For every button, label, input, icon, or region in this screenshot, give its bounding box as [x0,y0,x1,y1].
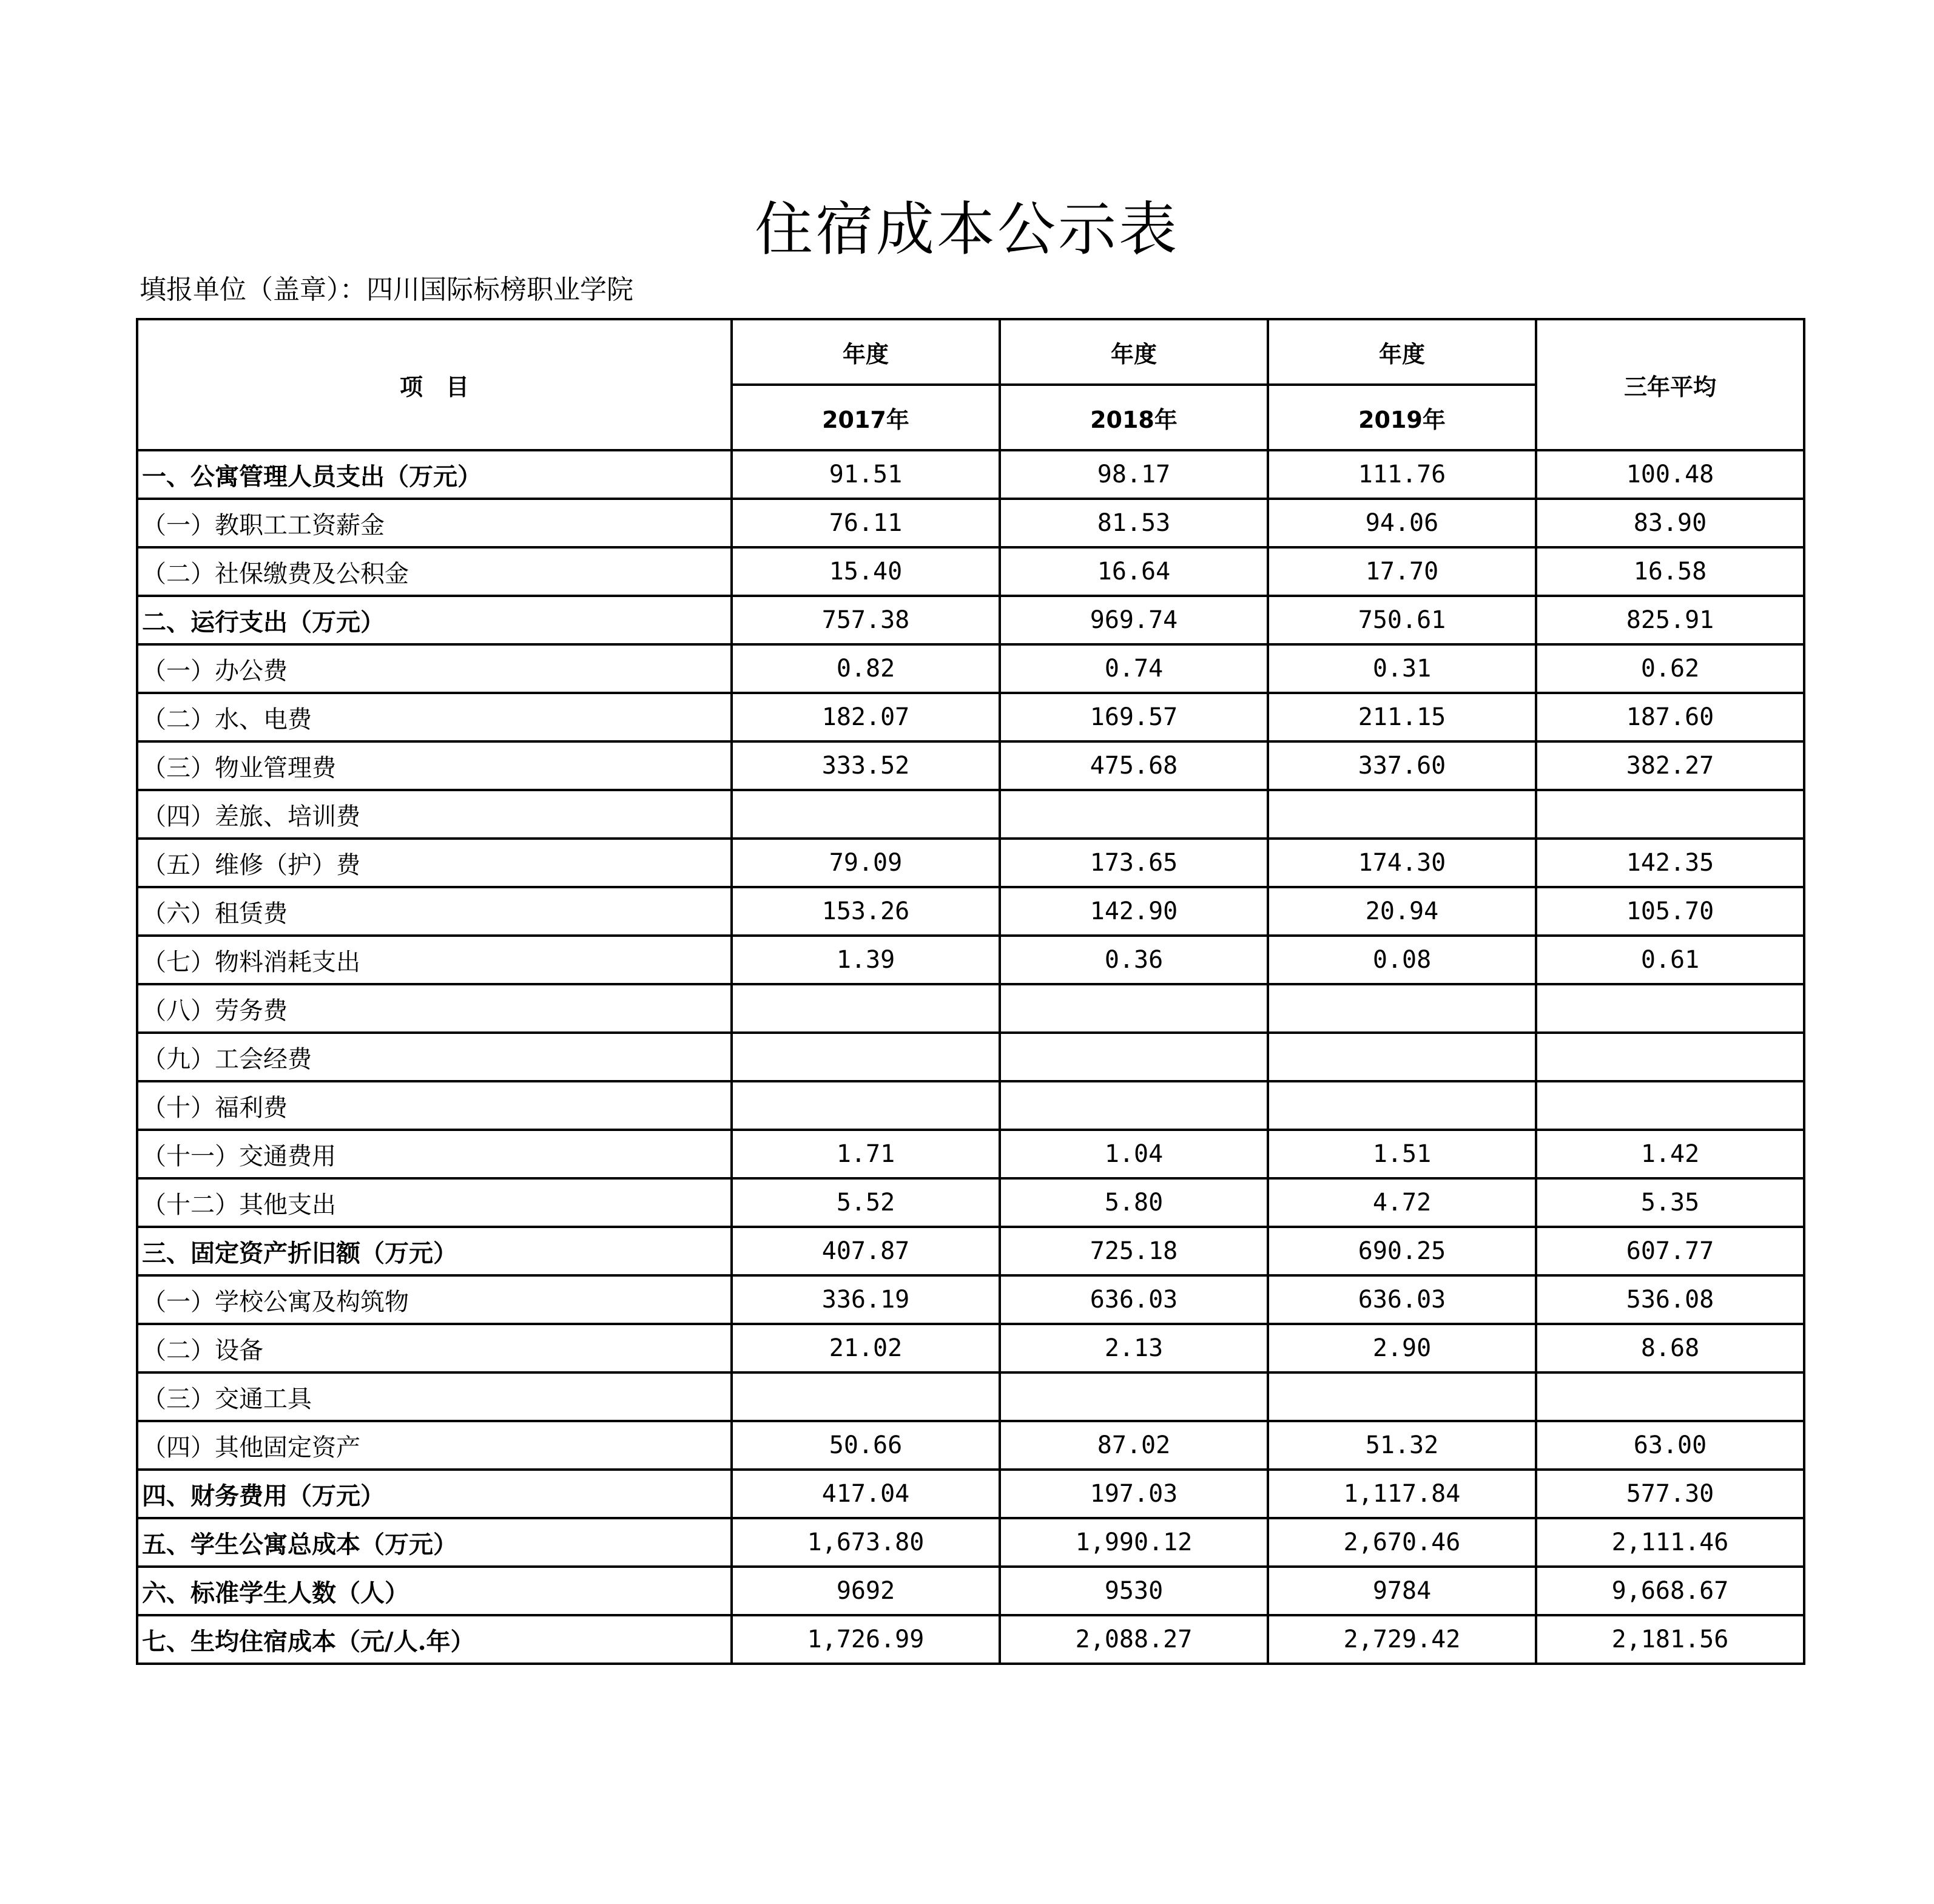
table-row [137,499,1804,547]
value-average: 1.42 [1536,1130,1804,1178]
table-row [137,1033,1804,1081]
value-2018 [1000,1033,1268,1081]
page-title: 住宿成本公示表 [755,195,1179,263]
value-2019: 2.90 [1268,1324,1536,1372]
value-average [1536,1372,1804,1421]
table-row [137,1178,1804,1227]
row-label: （四）其他固定资产 [137,1421,732,1470]
value-2019: 636.03 [1268,1275,1536,1324]
value-2018: 2,088.27 [1000,1615,1268,1664]
value-2017: 76.11 [732,499,1000,547]
value-2018: 475.68 [1000,741,1268,790]
value-2017: 407.87 [732,1227,1000,1275]
value-2017: 21.02 [732,1324,1000,1372]
value-2017 [732,790,1000,839]
value-2018: 0.36 [1000,936,1268,984]
row-label: （二）设备 [137,1324,732,1372]
value-average: 16.58 [1536,547,1804,596]
value-2017: 182.07 [732,693,1000,741]
row-label: 一、公寓管理人员支出（万元） [137,450,732,499]
header-year-label-2017: 年度 [732,319,1000,385]
value-2018: 5.80 [1000,1178,1268,1227]
value-2017: 1.39 [732,936,1000,984]
table-row [137,1518,1804,1567]
value-2017: 5.52 [732,1178,1000,1227]
value-average: 100.48 [1536,450,1804,499]
table-row [137,790,1804,839]
header-item: 项 目 [137,319,732,450]
header-year-2018: 2018年 [1000,385,1268,450]
value-average: 5.35 [1536,1178,1804,1227]
value-2018: 1,990.12 [1000,1518,1268,1567]
value-2019: 111.76 [1268,450,1536,499]
value-2017: 9692 [732,1567,1000,1615]
value-2017: 153.26 [732,887,1000,936]
value-2018: 173.65 [1000,839,1268,887]
value-2018: 2.13 [1000,1324,1268,1372]
row-label: （十二）其他支出 [137,1178,732,1227]
table-row [137,547,1804,596]
table-row [137,984,1804,1033]
header-year-2017: 2017年 [732,385,1000,450]
table-row [137,1130,1804,1178]
row-label: （二）社保缴费及公积金 [137,547,732,596]
value-2017: 1,726.99 [732,1615,1000,1664]
row-label: 二、运行支出（万元） [137,596,732,644]
row-label: （八）劳务费 [137,984,732,1033]
row-label: （十）福利费 [137,1081,732,1130]
table-row [137,1470,1804,1518]
value-average: 8.68 [1536,1324,1804,1372]
value-2019: 1,117.84 [1268,1470,1536,1518]
table-row [137,887,1804,936]
value-2018: 1.04 [1000,1130,1268,1178]
table-row [137,1227,1804,1275]
row-label: （五）维修（护）费 [137,839,732,887]
value-2018: 98.17 [1000,450,1268,499]
row-label: （六）租赁费 [137,887,732,936]
table-row [137,936,1804,984]
value-2017 [732,984,1000,1033]
value-2019: 4.72 [1268,1178,1536,1227]
value-2018: 9530 [1000,1567,1268,1615]
row-label: （九）工会经费 [137,1033,732,1081]
value-average [1536,1081,1804,1130]
value-2018: 87.02 [1000,1421,1268,1470]
row-label: （二）水、电费 [137,693,732,741]
header-year-label-2019: 年度 [1268,319,1536,385]
value-2019: 1.51 [1268,1130,1536,1178]
value-2018: 0.74 [1000,644,1268,693]
table-row [137,693,1804,741]
value-2017 [732,1033,1000,1081]
value-2019: 0.08 [1268,936,1536,984]
value-2018: 969.74 [1000,596,1268,644]
value-2017: 757.38 [732,596,1000,644]
table-row [137,1372,1804,1421]
table-body [137,450,1804,1664]
value-2019: 690.25 [1268,1227,1536,1275]
value-2017: 91.51 [732,450,1000,499]
value-average: 825.91 [1536,596,1804,644]
value-2018 [1000,1372,1268,1421]
value-2019 [1268,1372,1536,1421]
value-2019: 337.60 [1268,741,1536,790]
table-row [137,596,1804,644]
value-2019: 2,670.46 [1268,1518,1536,1567]
value-2019: 0.31 [1268,644,1536,693]
table-row [137,644,1804,693]
value-2018: 169.57 [1000,693,1268,741]
value-2018: 725.18 [1000,1227,1268,1275]
table-row [137,1081,1804,1130]
value-average: 0.61 [1536,936,1804,984]
row-label: 四、财务费用（万元） [137,1470,732,1518]
value-average [1536,790,1804,839]
row-label: （三）交通工具 [137,1372,732,1421]
table-row [137,1615,1804,1664]
value-2019: 9784 [1268,1567,1536,1615]
value-2019 [1268,1033,1536,1081]
value-2017: 79.09 [732,839,1000,887]
value-2019 [1268,1081,1536,1130]
row-label: （三）物业管理费 [137,741,732,790]
header-average: 三年平均 [1536,319,1804,450]
table-row [137,741,1804,790]
value-2017: 0.82 [732,644,1000,693]
value-2018: 16.64 [1000,547,1268,596]
row-label: （四）差旅、培训费 [137,790,732,839]
value-2019: 174.30 [1268,839,1536,887]
value-2019: 51.32 [1268,1421,1536,1470]
value-2017: 333.52 [732,741,1000,790]
value-average: 607.77 [1536,1227,1804,1275]
table-row [137,1324,1804,1372]
value-2017: 50.66 [732,1421,1000,1470]
value-2018: 636.03 [1000,1275,1268,1324]
value-2018: 81.53 [1000,499,1268,547]
value-2018 [1000,984,1268,1033]
value-average: 142.35 [1536,839,1804,887]
value-2017: 417.04 [732,1470,1000,1518]
value-2019 [1268,790,1536,839]
value-2018 [1000,790,1268,839]
value-2019: 2,729.42 [1268,1615,1536,1664]
row-label: （十一）交通费用 [137,1130,732,1178]
value-average: 63.00 [1536,1421,1804,1470]
value-average [1536,984,1804,1033]
value-average: 536.08 [1536,1275,1804,1324]
value-average: 105.70 [1536,887,1804,936]
value-average: 187.60 [1536,693,1804,741]
row-label: 三、固定资产折旧额（万元） [137,1227,732,1275]
row-label: 五、学生公寓总成本（万元） [137,1518,732,1567]
value-2017: 336.19 [732,1275,1000,1324]
table-row [137,1275,1804,1324]
value-2017: 15.40 [732,547,1000,596]
table-header [137,319,1804,450]
value-2018 [1000,1081,1268,1130]
row-label: （一）学校公寓及构筑物 [137,1275,732,1324]
value-average: 0.62 [1536,644,1804,693]
value-average: 83.90 [1536,499,1804,547]
value-2019: 211.15 [1268,693,1536,741]
value-2019: 750.61 [1268,596,1536,644]
row-label: 七、生均住宿成本（元/人.年） [137,1615,732,1664]
header-year-2019: 2019年 [1268,385,1536,450]
cost-table [136,318,1805,1665]
value-average: 382.27 [1536,741,1804,790]
value-2019 [1268,984,1536,1033]
value-2017: 1,673.80 [732,1518,1000,1567]
row-label: （一）办公费 [137,644,732,693]
value-2019: 20.94 [1268,887,1536,936]
row-label: （一）教职工工资薪金 [137,499,732,547]
table-row [137,450,1804,499]
value-average [1536,1033,1804,1081]
value-2018: 197.03 [1000,1470,1268,1518]
header-year-label-2018: 年度 [1000,319,1268,385]
value-2018: 142.90 [1000,887,1268,936]
row-label: 六、标准学生人数（人） [137,1567,732,1615]
value-average: 2,181.56 [1536,1615,1804,1664]
value-2019: 94.06 [1268,499,1536,547]
table-row [137,839,1804,887]
value-average: 577.30 [1536,1470,1804,1518]
value-2019: 17.70 [1268,547,1536,596]
value-average: 2,111.46 [1536,1518,1804,1567]
reporting-unit-label: 填报单位（盖章）：四川国际标榜职业学院 [140,274,633,305]
value-average: 9,668.67 [1536,1567,1804,1615]
row-label: （七）物料消耗支出 [137,936,732,984]
value-2017: 1.71 [732,1130,1000,1178]
value-2017 [732,1081,1000,1130]
value-2017 [732,1372,1000,1421]
table-row [137,1421,1804,1470]
table-row [137,1567,1804,1615]
